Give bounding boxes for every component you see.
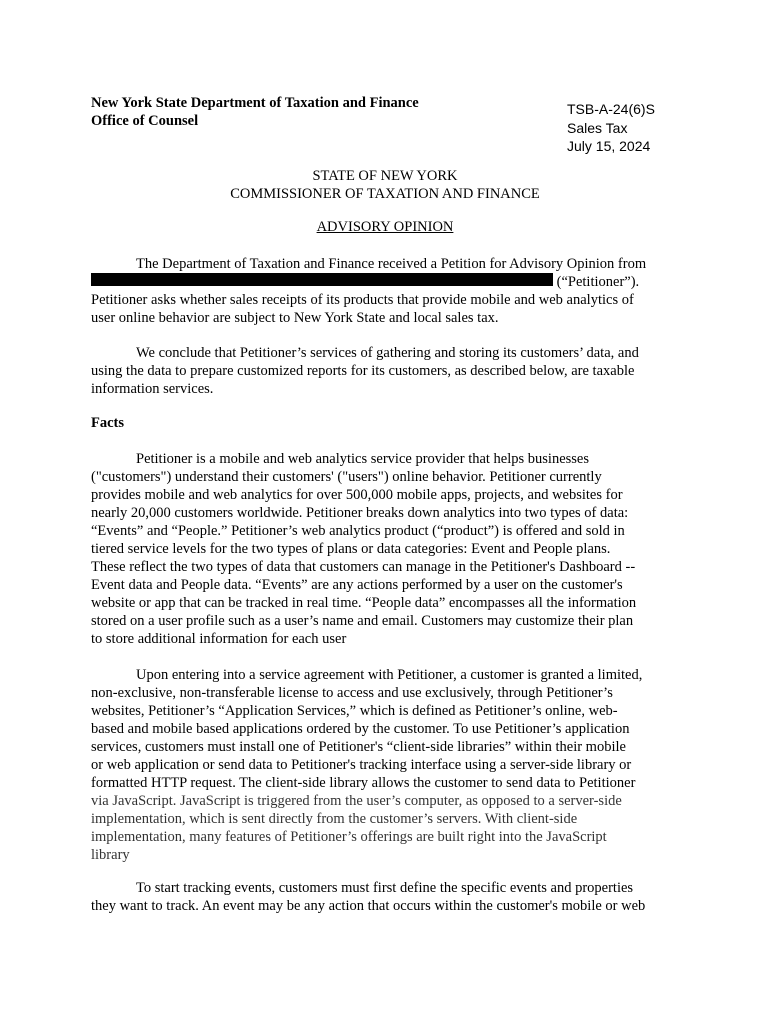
paragraph-line: user online behavior are subject to New York State and local sales tax. bbox=[91, 310, 499, 326]
paragraph-conclusion bbox=[91, 344, 675, 398]
paragraph-line: (“Petitioner”). bbox=[556, 274, 640, 290]
paragraph-line: via JavaScript. JavaScript is triggered from the user’s computer, as opposed to a server-side bbox=[91, 793, 622, 809]
paragraph-line: These reflect the two types of data that customers can manage in the Petitioner's Dashboard -- bbox=[91, 559, 636, 575]
paragraph-line: implementation, many features of Petitioner’s offerings are built right into the JavaScript bbox=[91, 829, 607, 845]
agency-name: New York State Department of Taxation and Finance bbox=[91, 95, 419, 111]
paragraph-line: information services. bbox=[91, 381, 214, 397]
paragraph-line: to store additional information for each user bbox=[91, 631, 347, 647]
redaction-bar bbox=[91, 273, 553, 286]
document-date: July 15, 2024 bbox=[567, 138, 651, 154]
paragraph-line: they want to track. An event may be any action that occurs within the customer's mobile or web bbox=[91, 898, 646, 914]
paragraph-line: To start tracking events, customers must first define the specific events and properties bbox=[136, 880, 634, 896]
paragraph-line: stored on a user profile such as a user’s name and email. Customers may customize their plan bbox=[91, 613, 634, 629]
paragraph-line: Upon entering into a service agreement with Petitioner, a customer is granted a limited, bbox=[136, 667, 643, 683]
facts-heading: Facts bbox=[91, 415, 125, 431]
paragraph-line: tiered service levels for the two types of plans or data categories: Event and People plans. bbox=[91, 541, 611, 557]
paragraph-line: nearly 20,000 customers worldwide. Petitioner breaks down analytics into two types of data: bbox=[91, 505, 629, 521]
paragraph-line: non-exclusive, non-transferable license to access and use exclusively, through Petitioner’s bbox=[91, 685, 613, 701]
title-block bbox=[0, 167, 770, 203]
paragraph-line: library bbox=[91, 847, 130, 863]
paragraph-line: based and mobile based applications ordered by the customer. To use Petitioner’s application bbox=[91, 721, 630, 737]
paragraph-line: Event data and People data. “Events” are any actions performed by a user on the customer's bbox=[91, 577, 623, 593]
paragraph-facts-1 bbox=[91, 450, 675, 648]
paragraph-line: Petitioner is a mobile and web analytics service provider that helps businesses bbox=[136, 451, 590, 467]
document-reference bbox=[567, 100, 655, 156]
paragraph-line: provides mobile and web analytics for over 500,000 mobile apps, projects, and websites for bbox=[91, 487, 623, 503]
paragraph-line: implementation, which is sent directly from the customer’s servers. With client-side bbox=[91, 811, 578, 827]
agency-header bbox=[91, 94, 419, 130]
paragraph-line: or web application or send data to Petitioner's tracking interface using a server-side library or bbox=[91, 757, 632, 773]
paragraph-intro bbox=[91, 255, 675, 327]
state-title: STATE OF NEW YORK bbox=[312, 168, 458, 184]
paragraph-line: websites, Petitioner’s “Application Services,” which is defined as Petitioner’s online, web- bbox=[91, 703, 618, 719]
paragraph-line: “Events” and “People.” Petitioner’s web analytics product (“product”) is offered and sold in bbox=[91, 523, 625, 539]
paragraph-facts-2 bbox=[91, 666, 675, 864]
opinion-title: ADVISORY OPINION bbox=[316, 219, 454, 235]
paragraph-line: The Department of Taxation and Finance received a Petition for Advisory Opinion from bbox=[136, 256, 647, 272]
commissioner-title: COMMISSIONER OF TAXATION AND FINANCE bbox=[230, 186, 540, 202]
paragraph-line: using the data to prepare customized reports for its customers, as described below, are taxable bbox=[91, 363, 635, 379]
document-type: Sales Tax bbox=[567, 119, 628, 136]
document-id: TSB-A-24(6)S bbox=[567, 101, 655, 117]
office-name: Office of Counsel bbox=[91, 113, 199, 129]
paragraph-line: services, customers must install one of Petitioner's “client-side libraries” within their mobile bbox=[91, 739, 626, 755]
redacted-line bbox=[91, 273, 675, 291]
paragraph-line: Petitioner asks whether sales receipts of its products that provide mobile and web analytics of bbox=[91, 292, 634, 308]
opinion-title-row bbox=[0, 219, 770, 236]
paragraph-facts-3 bbox=[91, 879, 675, 915]
paragraph-line: We conclude that Petitioner’s services of gathering and storing its customers’ data, and bbox=[136, 345, 639, 361]
paragraph-line: ("customers") understand their customers' ("users") online behavior. Petitioner currently bbox=[91, 469, 602, 485]
paragraph-line: website or app that can be tracked in real time. “People data” encompasses all the information bbox=[91, 595, 637, 611]
paragraph-line: formatted HTTP request. The client-side library allows the customer to send data to Petitioner bbox=[91, 775, 636, 791]
